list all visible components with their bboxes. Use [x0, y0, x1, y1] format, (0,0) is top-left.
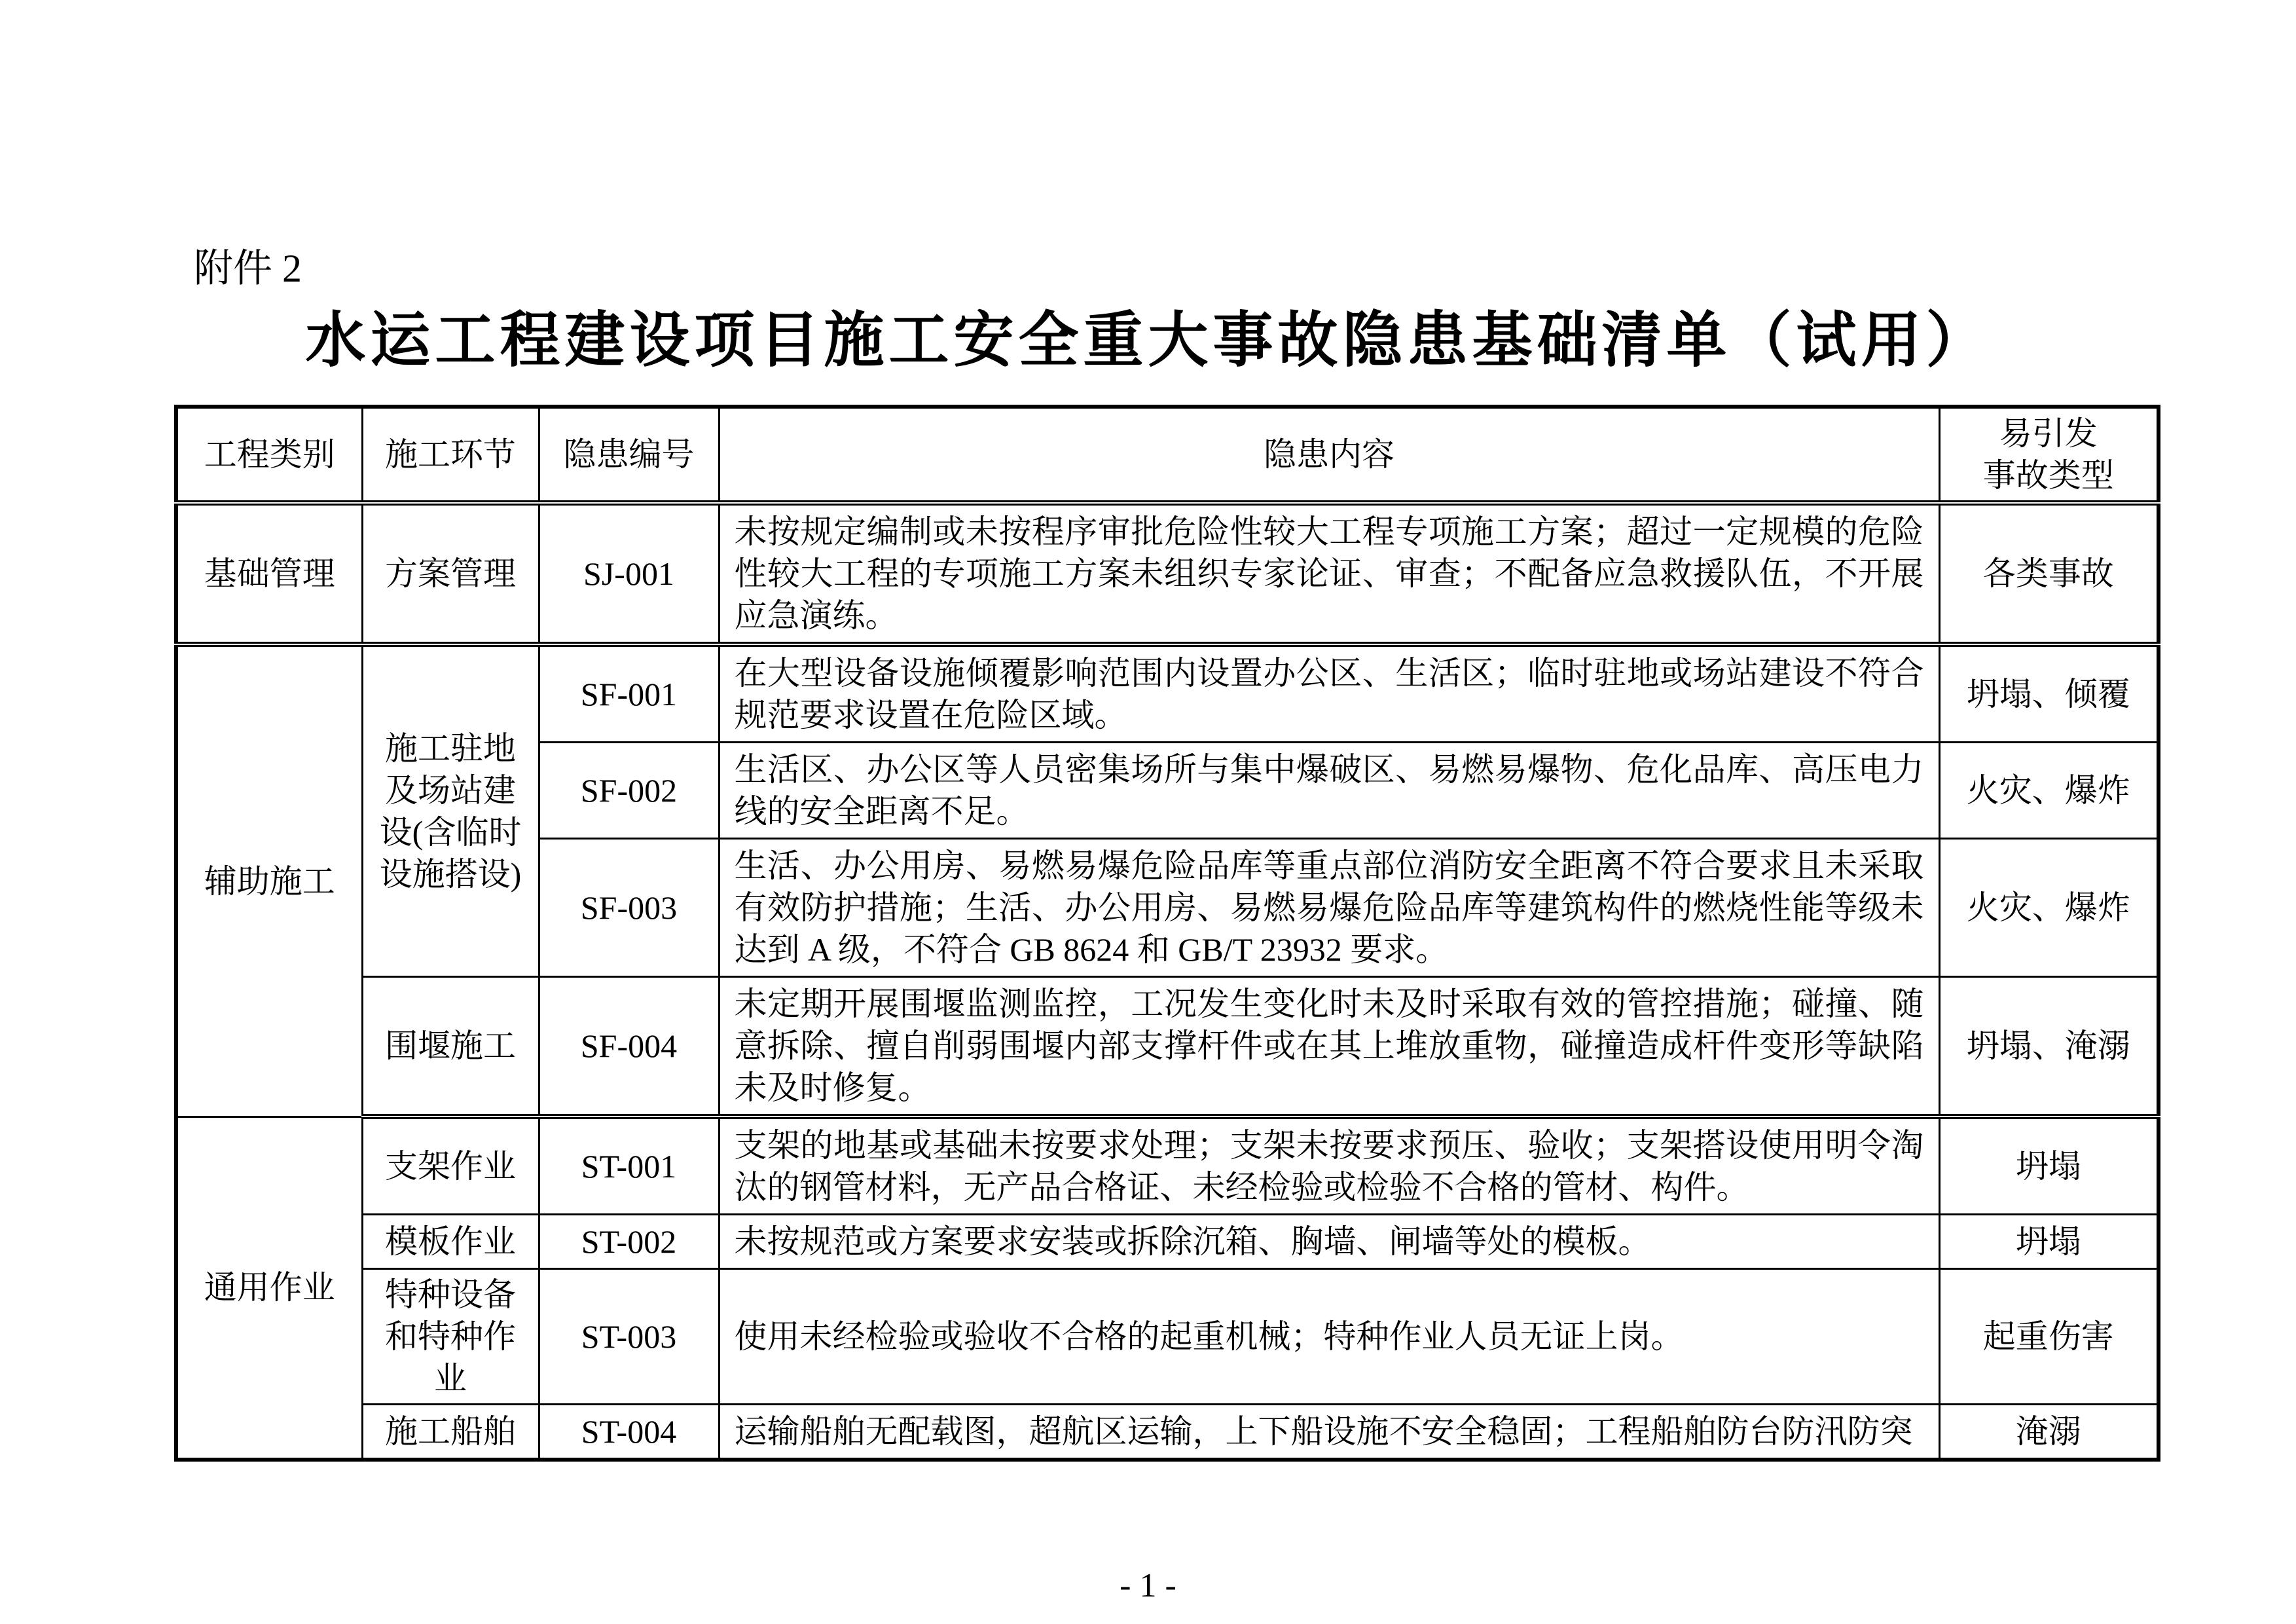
hazard-id-cell: ST-002 [539, 1215, 719, 1269]
attachment-label: 附件 2 [194, 247, 302, 290]
accident-cell: 火灾、爆炸 [1939, 839, 2159, 977]
accident-cell: 坍塌 [1939, 1215, 2159, 1269]
table-row-st-003 [176, 1269, 2159, 1405]
table-row-sf-001 [176, 644, 2159, 743]
category-cell: 辅助施工 [176, 644, 362, 1116]
content-cell: 使用未经检验或验收不合格的起重机械；特种作业人员无证上岗。 [719, 1269, 1939, 1405]
header-accident-type-line1: 易引发 [1999, 415, 2098, 452]
accident-cell: 坍塌 [1939, 1116, 2159, 1215]
accident-cell: 火灾、爆炸 [1939, 743, 2159, 839]
accident-cell: 坍塌、倾覆 [1939, 644, 2159, 743]
table-row-st-001 [176, 1116, 2159, 1215]
table-row-st-002 [176, 1215, 2159, 1269]
content-cell: 支架的地基或基础未按要求处理；支架未按要求预压、验收；支架搭设使用明令淘汰的钢管材料，无产品合格证、未经检验或检验不合格的管材、构件。 [719, 1116, 1939, 1215]
table-header-row [176, 407, 2159, 503]
hazard-id-cell: SF-004 [539, 977, 719, 1117]
page-number: - 1 - [1120, 1567, 1176, 1604]
stage-cell: 施工驻地及场站建设(含临时设施搭设) [362, 644, 539, 977]
stage-cell: 支架作业 [362, 1116, 539, 1215]
header-accident-type [1939, 407, 2159, 503]
hazard-table [174, 405, 2160, 1462]
header-hazard-id: 隐患编号 [539, 407, 719, 503]
hazard-id-cell: SF-001 [539, 644, 719, 743]
hazard-id-cell: ST-004 [539, 1405, 719, 1460]
page-title: 水运工程建设项目施工安全重大事故隐患基础清单（试用） [305, 307, 1991, 374]
content-cell: 生活、办公用房、易燃易爆危险品库等重点部位消防安全距离不符合要求且未采取有效防护措施；生活、办公用房、易燃易爆危险品库等建筑构件的燃烧性能等级未达到 A 级，不符合 GB 8624 和 GB/T 23932 要求。 [719, 839, 1939, 977]
category-cell: 通用作业 [176, 1116, 362, 1460]
category-cell: 基础管理 [176, 503, 362, 644]
table-row-sj-001 [176, 503, 2159, 644]
header-stage: 施工环节 [362, 407, 539, 503]
header-content: 隐患内容 [719, 407, 1939, 503]
accident-cell: 起重伤害 [1939, 1269, 2159, 1405]
hazard-id-cell: ST-003 [539, 1269, 719, 1405]
table-row-sf-004 [176, 977, 2159, 1117]
content-cell: 运输船舶无配载图，超航区运输，上下船设施不安全稳固；工程船舶防台防汛防突 [719, 1405, 1939, 1460]
header-category: 工程类别 [176, 407, 362, 503]
accident-cell: 坍塌、淹溺 [1939, 977, 2159, 1117]
content-cell: 生活区、办公区等人员密集场所与集中爆破区、易燃易爆物、危化品库、高压电力线的安全距离不足。 [719, 743, 1939, 839]
content-cell: 未按规范或方案要求安装或拆除沉箱、胸墙、闸墙等处的模板。 [719, 1215, 1939, 1269]
stage-cell: 施工船舶 [362, 1405, 539, 1460]
table-row-st-004 [176, 1405, 2159, 1460]
hazard-id-cell: SF-003 [539, 839, 719, 977]
stage-cell: 围堰施工 [362, 977, 539, 1117]
stage-cell: 特种设备和特种作业 [362, 1269, 539, 1405]
stage-cell: 模板作业 [362, 1215, 539, 1269]
accident-cell: 各类事故 [1939, 503, 2159, 644]
content-cell: 在大型设备设施倾覆影响范围内设置办公区、生活区；临时驻地或场站建设不符合规范要求设置在危险区域。 [719, 644, 1939, 743]
content-cell: 未按规定编制或未按程序审批危险性较大工程专项施工方案；超过一定规模的危险性较大工程的专项施工方案未组织专家论证、审查；不配备应急救援队伍，不开展应急演练。 [719, 503, 1939, 644]
content-cell: 未定期开展围堰监测监控，工况发生变化时未及时采取有效的管控措施；碰撞、随意拆除、擅自削弱围堰内部支撑杆件或在其上堆放重物，碰撞造成杆件变形等缺陷未及时修复。 [719, 977, 1939, 1117]
hazard-id-cell: SF-002 [539, 743, 719, 839]
accident-cell: 淹溺 [1939, 1405, 2159, 1460]
header-accident-type-line2: 事故类型 [1982, 457, 2114, 494]
stage-cell: 方案管理 [362, 503, 539, 644]
hazard-id-cell: ST-001 [539, 1116, 719, 1215]
hazard-id-cell: SJ-001 [539, 503, 719, 644]
